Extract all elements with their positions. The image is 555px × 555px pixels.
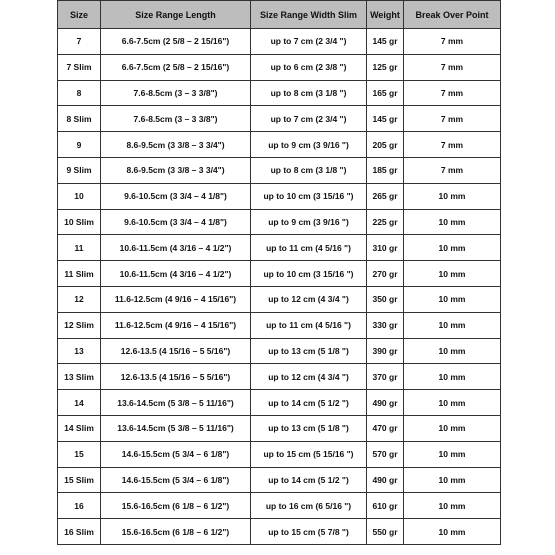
table-row	[58, 80, 501, 106]
cell-length: 8.6-9.5cm (3 3/8 – 3 3/4")	[101, 132, 251, 158]
cell-break-over: 10 mm	[404, 286, 501, 312]
table-row	[58, 286, 501, 312]
cell-size: 16	[58, 493, 101, 519]
cell-weight: 330 gr	[367, 312, 404, 338]
table-row	[58, 106, 501, 132]
cell-size: 11	[58, 235, 101, 261]
cell-length: 11.6-12.5cm (4 9/16 – 4 15/16")	[101, 286, 251, 312]
cell-width: up to 16 cm (6 5/16 ")	[251, 493, 367, 519]
cell-break-over: 10 mm	[404, 364, 501, 390]
table-row	[58, 261, 501, 287]
cell-break-over: 10 mm	[404, 183, 501, 209]
cell-break-over: 7 mm	[404, 157, 501, 183]
cell-width: up to 8 cm (3 1/8 ")	[251, 157, 367, 183]
cell-width: up to 10 cm (3 15/16 ")	[251, 261, 367, 287]
cell-width: up to 9 cm (3 9/16 ")	[251, 209, 367, 235]
cell-length: 9.6-10.5cm (3 3/4 – 4 1/8")	[101, 183, 251, 209]
cell-break-over: 10 mm	[404, 209, 501, 235]
table-row	[58, 29, 501, 55]
cell-length: 9.6-10.5cm (3 3/4 – 4 1/8")	[101, 209, 251, 235]
cell-length: 10.6-11.5cm (4 3/16 – 4 1/2")	[101, 261, 251, 287]
cell-size: 12 Slim	[58, 312, 101, 338]
cell-size: 16 Slim	[58, 519, 101, 545]
cell-width: up to 11 cm (4 5/16 ")	[251, 312, 367, 338]
cell-width: up to 12 cm (4 3/4 ")	[251, 286, 367, 312]
cell-break-over: 7 mm	[404, 29, 501, 55]
cell-break-over: 7 mm	[404, 132, 501, 158]
header-weight: Weight	[367, 1, 404, 29]
table-body	[58, 29, 501, 545]
cell-break-over: 10 mm	[404, 261, 501, 287]
cell-length: 12.6-13.5 (4 15/16 – 5 5/16")	[101, 364, 251, 390]
cell-size: 7	[58, 29, 101, 55]
cell-width: up to 11 cm (4 5/16 ")	[251, 235, 367, 261]
cell-break-over: 10 mm	[404, 390, 501, 416]
cell-weight: 145 gr	[367, 29, 404, 55]
cell-width: up to 9 cm (3 9/16 ")	[251, 132, 367, 158]
cell-length: 7.6-8.5cm (3 – 3 3/8")	[101, 106, 251, 132]
cell-width: up to 10 cm (3 15/16 ")	[251, 183, 367, 209]
cell-length: 6.6-7.5cm (2 5/8 – 2 15/16")	[101, 54, 251, 80]
cell-size: 15	[58, 441, 101, 467]
cell-weight: 350 gr	[367, 286, 404, 312]
cell-weight: 125 gr	[367, 54, 404, 80]
cell-size: 9 Slim	[58, 157, 101, 183]
cell-weight: 490 gr	[367, 467, 404, 493]
cell-break-over: 10 mm	[404, 493, 501, 519]
cell-size: 12	[58, 286, 101, 312]
cell-size: 14	[58, 390, 101, 416]
table-row	[58, 390, 501, 416]
cell-size: 9	[58, 132, 101, 158]
cell-length: 13.6-14.5cm (5 3/8 – 5 11/16")	[101, 415, 251, 441]
header-row	[58, 1, 501, 29]
cell-width: up to 8 cm (3 1/8 ")	[251, 80, 367, 106]
cell-weight: 470 gr	[367, 415, 404, 441]
header-length: Size Range Length	[101, 1, 251, 29]
cell-weight: 145 gr	[367, 106, 404, 132]
cell-length: 12.6-13.5 (4 15/16 – 5 5/16")	[101, 338, 251, 364]
table-row	[58, 415, 501, 441]
cell-width: up to 7 cm (2 3/4 ")	[251, 29, 367, 55]
cell-break-over: 7 mm	[404, 106, 501, 132]
cell-break-over: 10 mm	[404, 235, 501, 261]
cell-width: up to 6 cm (2 3/8 ")	[251, 54, 367, 80]
cell-width: up to 15 cm (5 15/16 ")	[251, 441, 367, 467]
cell-weight: 490 gr	[367, 390, 404, 416]
cell-width: up to 13 cm (5 1/8 ")	[251, 415, 367, 441]
cell-size: 15 Slim	[58, 467, 101, 493]
cell-size: 8 Slim	[58, 106, 101, 132]
header-size: Size	[58, 1, 101, 29]
table-row	[58, 338, 501, 364]
table-row	[58, 183, 501, 209]
table-row	[58, 519, 501, 545]
table-row	[58, 235, 501, 261]
cell-length: 7.6-8.5cm (3 – 3 3/8")	[101, 80, 251, 106]
table-row	[58, 467, 501, 493]
cell-weight: 570 gr	[367, 441, 404, 467]
cell-break-over: 7 mm	[404, 54, 501, 80]
table-row	[58, 493, 501, 519]
table-row	[58, 312, 501, 338]
cell-weight: 610 gr	[367, 493, 404, 519]
table-row	[58, 364, 501, 390]
cell-weight: 185 gr	[367, 157, 404, 183]
cell-weight: 225 gr	[367, 209, 404, 235]
cell-width: up to 14 cm (5 1/2 ")	[251, 467, 367, 493]
table-row	[58, 209, 501, 235]
cell-break-over: 10 mm	[404, 312, 501, 338]
cell-length: 8.6-9.5cm (3 3/8 – 3 3/4")	[101, 157, 251, 183]
cell-size: 7 Slim	[58, 54, 101, 80]
cell-size: 13	[58, 338, 101, 364]
cell-width: up to 12 cm (4 3/4 ")	[251, 364, 367, 390]
cell-length: 11.6-12.5cm (4 9/16 – 4 15/16")	[101, 312, 251, 338]
cell-break-over: 10 mm	[404, 467, 501, 493]
cell-length: 14.6-15.5cm (5 3/4 – 6 1/8")	[101, 467, 251, 493]
cell-length: 15.6-16.5cm (6 1/8 – 6 1/2")	[101, 519, 251, 545]
cell-break-over: 10 mm	[404, 338, 501, 364]
cell-weight: 270 gr	[367, 261, 404, 287]
table-row	[58, 441, 501, 467]
table-row	[58, 157, 501, 183]
cell-weight: 265 gr	[367, 183, 404, 209]
cell-weight: 390 gr	[367, 338, 404, 364]
cell-break-over: 10 mm	[404, 519, 501, 545]
header-width: Size Range Width Slim	[251, 1, 367, 29]
cell-length: 6.6-7.5cm (2 5/8 – 2 15/16")	[101, 29, 251, 55]
cell-width: up to 7 cm (2 3/4 ")	[251, 106, 367, 132]
cell-size: 10 Slim	[58, 209, 101, 235]
cell-weight: 165 gr	[367, 80, 404, 106]
size-table	[57, 0, 501, 545]
cell-weight: 205 gr	[367, 132, 404, 158]
cell-length: 14.6-15.5cm (5 3/4 – 6 1/8")	[101, 441, 251, 467]
cell-size: 10	[58, 183, 101, 209]
cell-size: 13 Slim	[58, 364, 101, 390]
header-break-over: Break Over Point	[404, 1, 501, 29]
cell-weight: 550 gr	[367, 519, 404, 545]
cell-break-over: 10 mm	[404, 441, 501, 467]
cell-size: 11 Slim	[58, 261, 101, 287]
cell-length: 10.6-11.5cm (4 3/16 – 4 1/2")	[101, 235, 251, 261]
cell-width: up to 14 cm (5 1/2 ")	[251, 390, 367, 416]
cell-width: up to 13 cm (5 1/8 ")	[251, 338, 367, 364]
cell-break-over: 10 mm	[404, 415, 501, 441]
cell-size: 14 Slim	[58, 415, 101, 441]
table-row	[58, 54, 501, 80]
cell-length: 13.6-14.5cm (5 3/8 – 5 11/16")	[101, 390, 251, 416]
cell-weight: 370 gr	[367, 364, 404, 390]
cell-break-over: 7 mm	[404, 80, 501, 106]
size-chart	[57, 0, 500, 545]
cell-width: up to 15 cm (5 7/8 ")	[251, 519, 367, 545]
cell-size: 8	[58, 80, 101, 106]
table-row	[58, 132, 501, 158]
cell-weight: 310 gr	[367, 235, 404, 261]
cell-length: 15.6-16.5cm (6 1/8 – 6 1/2")	[101, 493, 251, 519]
